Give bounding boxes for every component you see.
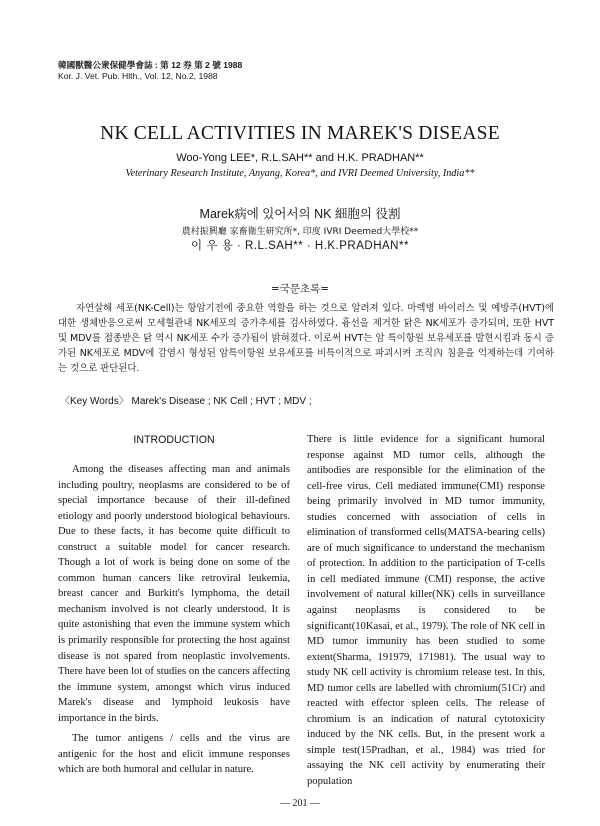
journal-citation-korean: 韓國獸醫公衆保健學會誌 : 第 12 券 第 2 號 1988 xyxy=(58,60,243,70)
intro-paragraph-2: The tumor antigens / cells and the virus are antigenic for the host and elicit immune responses which are both humoral and cellular in nature. xyxy=(58,733,290,776)
right-column xyxy=(307,432,545,790)
page-number: — 201 — xyxy=(280,798,320,809)
korean-abstract: 자연살해 세포(NK-Cell)는 항암기전에 중요한 역할을 하는 것으로 알려져 있다. 마렉병 바이러스 및 예방주(HVT)에 대한 생체반응으로써 모세혈관내 NK세포의 증가추세를 검사하였다. 흉선을 제거한 닭은 NK세포가 증가되며, 또한 HVT 및 MDV를 접종받은 닭 역시 NK세포 수가 증가됨이 밝혀졌다. 이로써 HVT는 암 특이항원 보유세포를 발현시킴과 동시 증가된 NK세포로 MDV에 감염시 형성된 암특이항원 보유세포를 비특이적으로 파괴시켜 조직內 침윤을 억제하는데 기여하는 것으로 판단된다. xyxy=(58,303,554,374)
introduction-heading: INTRODUCTION xyxy=(133,434,215,446)
left-column xyxy=(58,462,290,778)
korean-author-list: 이 우 용 · R.L.SAH** · H.K.PRADHAN** xyxy=(191,240,409,252)
intro-paragraph-1: Among the diseases affecting man and animals including poultry, neoplasms are considered to be of special importance because of their ill-defined etiology and poorly understood biological behaviours. Due to these facts, it has become quite difficult to construct a suitable model for cancer research. Though a lot of work is being done on some of the common human cancers like retroviral leukemia, breast cancer and Burkitt's lymphoma, the detail mechanism involved is not clearly understood. It is quite astonishing that even the immune system which is primarily responsible for protecting the host against disease is not spared from neoplastic involvements. There have been lot of studies on the cancers affecting the immune system, amongst which virus induced Marek's disease and lymphoid leukosis have importance in the birds. xyxy=(58,464,290,724)
korean-affiliation: 農村振興廳 家畜衛生研究所*, 印度 IVRI Deemed大學校** xyxy=(181,227,419,237)
journal-citation-english: Kor. J. Vet. Pub. Hlth., Vol. 12, No.2, 1988 xyxy=(58,71,218,81)
korean-title: Marek病에 있어서의 NK 細胞의 役割 xyxy=(199,207,401,221)
key-words: 〈Key Words〉 Marek's Disease ; NK Cell ; HVT ; MDV ; xyxy=(60,396,312,407)
author-affiliation: Veterinary Research Institute, Anyang, Korea*, and IVRI Deemed University, India** xyxy=(125,168,475,179)
paper-title: NK CELL ACTIVITIES IN MAREK'S DISEASE xyxy=(100,123,500,144)
korean-abstract-heading: =국문초록= xyxy=(270,283,330,295)
author-list: Woo-Yong LEE*, R.L.SAH** and H.K. PRADHAN** xyxy=(176,152,424,164)
intro-paragraph-3: There is little evidence for a significant humoral response against MD tumor cells, although the antibodies are responsible for the elimination of the cell-free virus. Cell mediated immune(CMI) response being primarily involved in MD tumor immunity, studies concerned with association of cells in elimination of transformed cells(MATSA-bearing cells) are of much significance to understand the mechanism of protection. In addition to the participation of T-cells in cell mediated immune (CMI) response, the active involvement of natural killer(NK) cells in surveillance against neoplasms is considered to be significant(10Kasai, et al., 1979). The role of NK cell in MD tumor immunity has been studied to some extent(Sharma, 191979, 171981). The usual way to study NK cell activity is chromium release test. In this, MD tumor cells are labelled with chromium(51Cr) and reacted with effector spleen cells. The release of chromium is an indication of natural cytotoxicity induced by the NK cells. But, in the present work a simple test(15Pradhan, et al., 1984) was tried for assaying the NK cell activity by enumerating their population xyxy=(307,434,545,788)
